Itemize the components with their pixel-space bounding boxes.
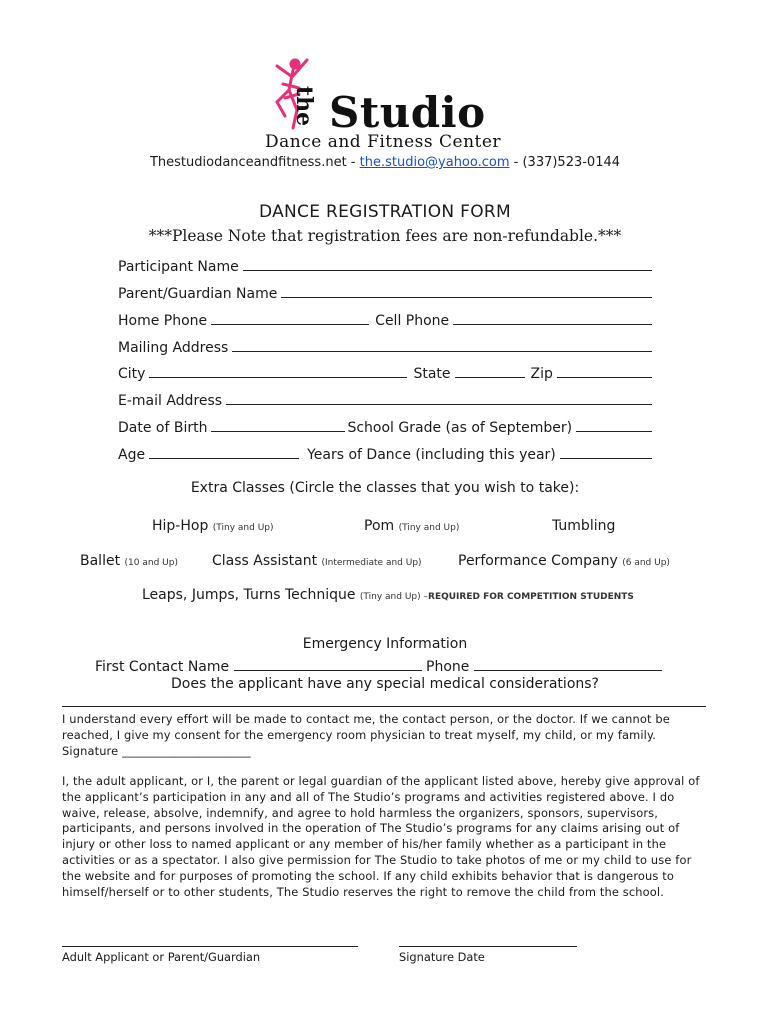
leaps-required: REQUIRED FOR COMPETITION STUDENTS xyxy=(428,592,634,602)
pom-note: (Tiny and Up) xyxy=(398,523,460,533)
extra-classes-title: Extra Classes (Circle the classes that you wish to take): xyxy=(190,480,580,496)
cell-phone-input[interactable] xyxy=(453,312,652,325)
emergency-phone-input[interactable] xyxy=(474,656,662,671)
email-input[interactable] xyxy=(226,392,652,405)
logo-the-text: the xyxy=(291,86,317,127)
email-link[interactable]: the.studio@yahoo.com xyxy=(359,155,510,170)
first-contact-input[interactable] xyxy=(234,656,422,671)
first-contact-label: First Contact Name xyxy=(95,659,230,675)
grade-input[interactable] xyxy=(576,419,652,432)
mailing-label: Mailing Address xyxy=(118,340,229,356)
years-label: Years of Dance (including this year) xyxy=(307,447,556,463)
medical-question: Does the applicant have any special medical considerations? xyxy=(171,676,599,692)
pom-label: Pom xyxy=(364,518,395,534)
age-input[interactable] xyxy=(149,446,299,459)
mailing-field xyxy=(118,339,652,356)
participant-label: Participant Name xyxy=(118,259,239,275)
city-field xyxy=(118,365,652,382)
parent-input[interactable] xyxy=(281,285,652,298)
class-tumbling[interactable] xyxy=(552,518,615,534)
class-hiphop[interactable] xyxy=(152,518,274,534)
years-input[interactable] xyxy=(560,446,652,459)
class-pom[interactable] xyxy=(364,518,459,534)
assistant-note: (Intermediate and Up) xyxy=(321,558,422,568)
email-field xyxy=(118,392,652,409)
zip-label: Zip xyxy=(530,366,553,382)
class-assistant[interactable] xyxy=(212,553,422,569)
home-phone-input[interactable] xyxy=(211,312,369,325)
studio-logo xyxy=(255,58,515,158)
age-field xyxy=(118,446,652,463)
hiphop-label: Hip-Hop xyxy=(152,518,209,534)
state-label: State xyxy=(413,366,451,382)
adult-signature-block xyxy=(62,938,358,964)
emergency-title: Emergency Information xyxy=(302,636,468,652)
emergency-contact-row xyxy=(95,656,662,675)
dob-field xyxy=(118,419,652,436)
dob-input[interactable] xyxy=(211,419,345,432)
email-label: E-mail Address xyxy=(118,393,223,409)
assistant-label: Class Assistant xyxy=(212,553,318,569)
performance-note: (6 and Up) xyxy=(622,558,670,568)
medical-answer-line[interactable] xyxy=(62,706,706,707)
grade-label: School Grade (as of September) xyxy=(347,420,573,436)
city-label: City xyxy=(118,366,146,382)
ballet-note: (10 and Up) xyxy=(124,558,178,568)
contact-line xyxy=(0,155,770,170)
hiphop-note: (Tiny and Up) xyxy=(212,523,274,533)
website-text: Thestudiodanceandfitness.net - xyxy=(149,155,360,170)
participant-input[interactable] xyxy=(243,258,652,271)
date-signature-label: Signature Date xyxy=(399,950,485,964)
cell-phone-label: Cell Phone xyxy=(375,313,450,329)
class-ballet[interactable] xyxy=(80,553,178,569)
dob-label: Date of Birth xyxy=(118,420,208,436)
ballet-label: Ballet xyxy=(80,553,121,569)
state-input[interactable] xyxy=(455,365,525,378)
waiver-paragraph: I, the adult applicant, or I, the parent or legal guardian of the applicant listed above, hereby give approval of the applicant’s participation in any and all of The Studio’s programs and activities registered above. I do waive, release, absolve, indemnify, and agree to hold harmless the organizers, sponsors, supervisors, participants, and persons involved in the operation of The Studio’s programs for any claims arising out of injury or other loss to named applicant or any member of his/her family whether as a participant in the activities or as a spectator. I also give permission for The Studio to take photos of me or my child to use for the website and for purposes of promoting the school. If any child exhibits behavior that is dangerous to himself/herself or to other students, The Studio reserves the right to remove the child from the school. xyxy=(62,774,700,899)
performance-label: Performance Company xyxy=(458,553,618,569)
age-label: Age xyxy=(118,447,146,463)
logo-subtitle: Dance and Fitness Center xyxy=(265,132,502,152)
mailing-input[interactable] xyxy=(232,339,652,352)
refund-note: ***Please Note that registration fees are non-refundable.*** xyxy=(148,227,622,245)
class-performance[interactable] xyxy=(458,553,670,569)
parent-label: Parent/Guardian Name xyxy=(118,286,278,302)
adult-signature-line[interactable] xyxy=(62,938,358,947)
logo-studio-text: Studio xyxy=(329,88,486,137)
date-signature-block xyxy=(399,938,577,964)
phone-field xyxy=(118,312,652,329)
leaps-label: Leaps, Jumps, Turns Technique xyxy=(142,587,356,603)
emergency-phone-label: Phone xyxy=(426,659,470,675)
participant-field xyxy=(118,258,652,275)
date-signature-line[interactable] xyxy=(399,938,577,947)
leaps-note: (Tiny and Up) – xyxy=(359,592,429,602)
consent-paragraph xyxy=(62,712,710,759)
phone-text: - (337)523-0144 xyxy=(509,155,621,170)
tumbling-label: Tumbling xyxy=(552,518,616,534)
form-title: DANCE REGISTRATION FORM xyxy=(259,202,511,222)
consent-text: I understand every effort will be made to contact me, the contact person, or the doctor. If we cannot be reached, I give my consent for the emergency room physician to treat myself, my child, or my family. xyxy=(62,712,670,742)
parent-field xyxy=(118,285,652,302)
consent-signature[interactable]: Signature ______________________ xyxy=(62,743,251,758)
class-leaps[interactable] xyxy=(142,587,634,603)
adult-signature-label: Adult Applicant or Parent/Guardian xyxy=(62,950,261,964)
home-phone-label: Home Phone xyxy=(118,313,208,329)
zip-input[interactable] xyxy=(557,365,652,378)
city-input[interactable] xyxy=(149,365,407,378)
